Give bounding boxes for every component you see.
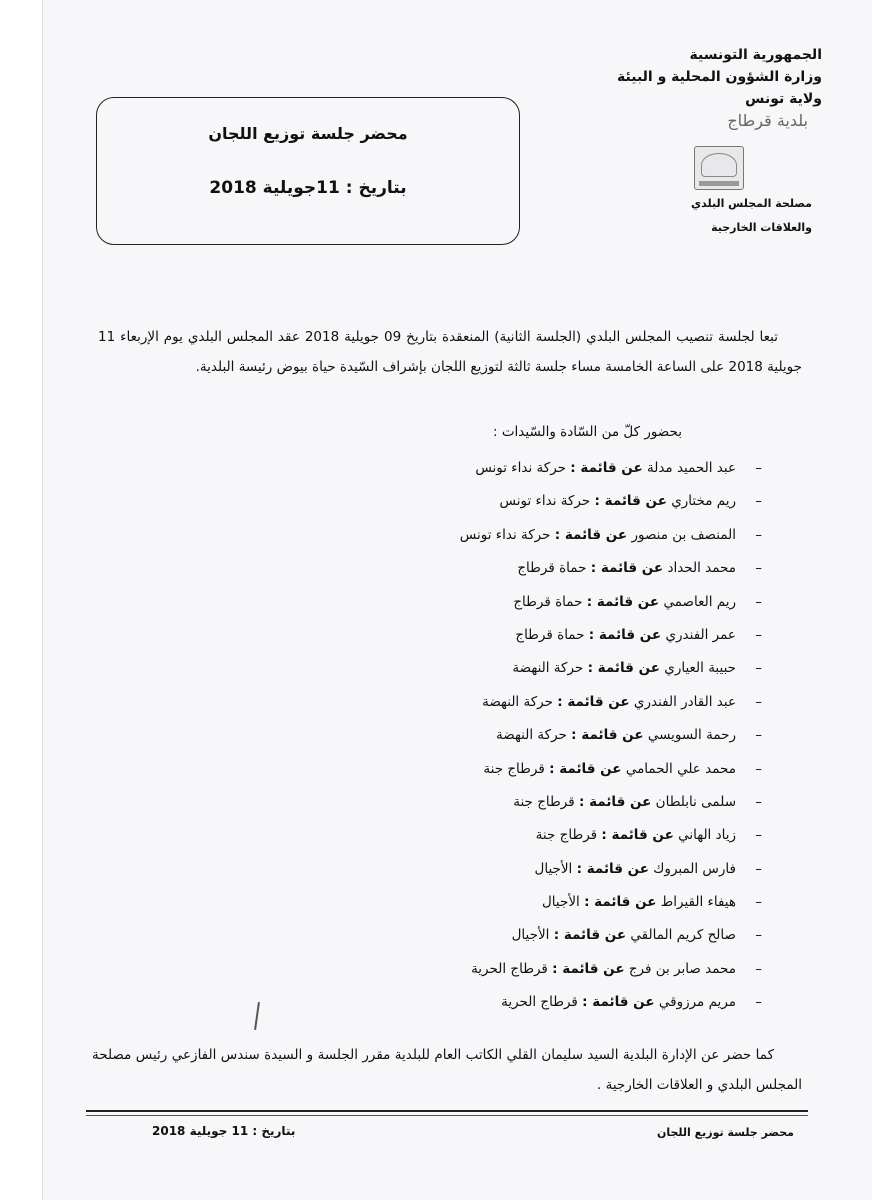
member-name: ريم مختاري [671, 493, 736, 510]
list-keyword: عن قائمة : [570, 460, 643, 476]
title-box [96, 97, 520, 245]
member-name: عبد القادر الفندري [633, 693, 736, 710]
list-keyword: عن قائمة : [578, 793, 652, 810]
list-keyword: عن قائمة : [590, 560, 664, 577]
list-item [342, 519, 762, 552]
footer-divider [86, 1110, 808, 1112]
member-list: حماة قرطاج [517, 560, 587, 577]
bullet-dash: – [755, 693, 762, 710]
bullet-dash: – [755, 493, 762, 510]
member-name: فارس المبروك [653, 860, 736, 877]
list-keyword: عن قائمة : [571, 727, 644, 744]
member-list: قرطاج جنة [513, 793, 575, 810]
closing-paragraph: كما حضر عن الإدارة البلدية السيد سليمان القلي الكاتب العام للبلدية مقرر الجلسة و السيدة سندس الفازعي رئيس مصلحة المجلس البلدي و العلاقات الخارجية . [92, 1047, 802, 1093]
list-item [342, 886, 762, 919]
list-keyword: عن قائمة : [557, 693, 630, 710]
ministry-name: وزارة الشؤون المحلية و البيئة [617, 69, 822, 85]
list-keyword: عن قائمة : [552, 960, 625, 977]
list-item [342, 953, 762, 986]
member-name: عمر الفندري [665, 626, 736, 643]
member-name: مريم مرزوقي [658, 994, 736, 1011]
letterhead [562, 44, 822, 132]
municipality-name: بلدية قرطاج [727, 111, 808, 130]
list-keyword: عن قائمة : [576, 860, 649, 877]
member-name: محمد صابر بن فرج [628, 960, 736, 977]
list-keyword: عن قائمة : [582, 994, 655, 1011]
presence-heading: بحضور كلّ من السّادة والسّيدات : [493, 424, 682, 440]
pen-mark [254, 1002, 260, 1030]
member-name: محمد الحداد [667, 560, 736, 577]
member-name: هيفاء القيراط [660, 894, 736, 911]
member-name: زياد الهاني [678, 827, 736, 844]
bullet-dash: – [755, 526, 762, 543]
list-item [342, 719, 762, 752]
member-list: الأجيال [534, 860, 573, 877]
bullet-dash: – [755, 460, 762, 476]
department-line-2: والعلاقات الخارجية [711, 221, 812, 234]
list-keyword: عن قائمة : [601, 827, 674, 844]
member-list: حماة قرطاج [513, 593, 583, 610]
document-title: محضر جلسة توزيع اللجان [208, 124, 408, 143]
list-item [342, 652, 762, 685]
department-line-1: مصلحة المجلس البلدي [691, 197, 812, 210]
footer-date: بتاريخ : 11 جويلية 2018 [152, 1124, 296, 1138]
list-keyword: عن قائمة : [584, 894, 657, 911]
bullet-dash: – [755, 860, 762, 877]
member-list: قرطاج جنة [535, 827, 598, 844]
bullet-dash: – [755, 593, 762, 610]
list-item [342, 619, 762, 652]
member-list: قرطاج الحرية [471, 960, 548, 977]
member-list: حركة النهضة [482, 693, 553, 710]
list-keyword: عن قائمة : [549, 760, 622, 777]
bullet-dash: – [755, 760, 762, 777]
document-date: بتاريخ : 11جويلية 2018 [209, 178, 407, 198]
member-list: قرطاج الحرية [501, 994, 578, 1011]
list-item [342, 552, 762, 585]
list-item [342, 786, 762, 819]
footer-divider-thin [86, 1115, 808, 1116]
member-name: حبيبة العياري [664, 660, 736, 677]
bullet-dash: – [755, 994, 762, 1011]
list-item [342, 753, 762, 786]
list-item [342, 853, 762, 886]
members-list [342, 452, 762, 1020]
member-name: المنصف بن منصور [631, 526, 736, 543]
list-item [342, 919, 762, 952]
member-list: حركة نداء تونس [459, 526, 551, 543]
member-name: رحمة السويسي [647, 727, 736, 744]
bullet-dash: – [755, 894, 762, 911]
list-keyword: عن قائمة : [594, 493, 667, 510]
member-name: عبد الحميد مدلة [646, 460, 736, 476]
list-item [342, 686, 762, 719]
member-name: محمد علي الحمامي [625, 760, 736, 777]
list-keyword: عن قائمة : [588, 626, 662, 643]
member-name: صالح كريم المالقي [630, 927, 736, 944]
department-block [612, 192, 812, 240]
bullet-dash: – [755, 660, 762, 677]
bullet-dash: – [755, 560, 762, 577]
municipality-logo-icon [694, 146, 744, 190]
member-list: حركة النهضة [512, 660, 584, 677]
footer-title: محضر جلسة توزيع اللجان [656, 1126, 794, 1139]
list-item [342, 986, 762, 1019]
governorate-name: ولاية تونس [745, 91, 822, 107]
list-item [342, 586, 762, 619]
intro-paragraph: تبعا لجلسة تنصيب المجلس البلدي (الجلسة الثانية) المنعقدة بتاريخ 09 جويلية 2018 عقد المجلس البلدي يوم الإربعاء 11 جويلية 2018 على الساعة الخامسة مساء جلسة ثالثة لتوزيع اللجان بإشراف السّيدة حياة بيوض رئيسة البلدية. [98, 329, 802, 375]
member-list: الأجيال [541, 894, 580, 911]
member-list: حركة نداء تونس [475, 460, 566, 476]
member-name: سلمى نابلطان [655, 793, 736, 810]
list-keyword: عن قائمة : [554, 526, 628, 543]
list-item [342, 819, 762, 852]
list-keyword: عن قائمة : [586, 593, 660, 610]
member-name: ريم العاصمي [663, 593, 736, 610]
bullet-dash: – [755, 927, 762, 944]
bullet-dash: – [755, 827, 762, 844]
member-list: حركة النهضة [496, 727, 567, 744]
bullet-dash: – [755, 626, 762, 643]
member-list: الأجيال [511, 927, 550, 944]
member-list: حماة قرطاج [515, 626, 585, 643]
member-list: حركة نداء تونس [499, 493, 591, 510]
bullet-dash: – [755, 793, 762, 810]
bullet-dash: – [755, 727, 762, 744]
bullet-dash: – [755, 960, 762, 977]
republic-name: الجمهورية التونسية [689, 47, 822, 63]
member-list: قرطاج جنة [483, 760, 545, 777]
list-keyword: عن قائمة : [587, 660, 660, 677]
list-item [342, 485, 762, 518]
list-item [342, 452, 762, 485]
list-keyword: عن قائمة : [553, 927, 627, 944]
paper-left-margin [0, 0, 43, 1200]
